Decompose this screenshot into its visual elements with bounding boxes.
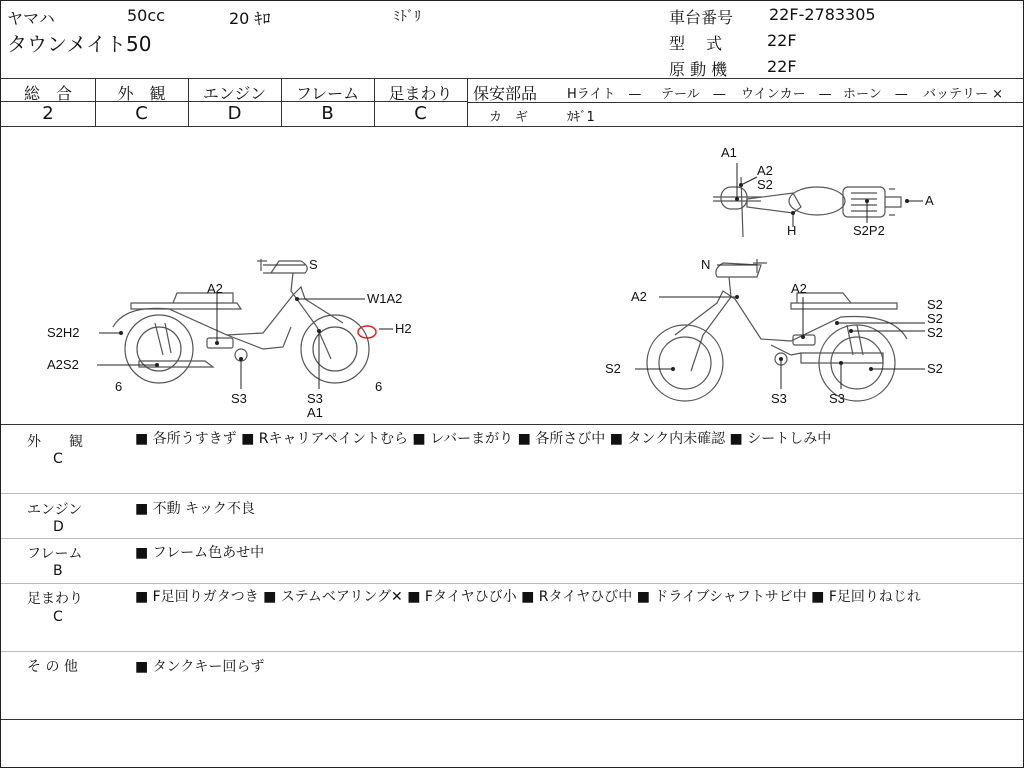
grade-appearance-value: C [135, 103, 148, 124]
remark-appearance-grade: C [53, 451, 63, 467]
divider [1, 583, 1023, 584]
safety-item-winker: ウインカー — [741, 87, 832, 102]
remark-other-label: そ の 他 [27, 659, 78, 675]
divider [1, 719, 1023, 720]
remark-suspension-grade: C [53, 609, 63, 625]
safety-item-headlight: Hライト — [567, 87, 642, 102]
left-label-s3-a: S3 [231, 391, 247, 406]
key-value: ｶｷﾞ1 [567, 110, 595, 125]
grade-overall-value: 2 [42, 103, 54, 124]
remark-suspension-text: ■ F足回りガタつき ■ ステムベアリング✕ ■ Fタイヤひび小 ■ Rタイヤひび中 ■ ドライブシャフトサビ中 ■ F足回りねじれ [135, 589, 921, 605]
left-label-s: S [309, 257, 318, 272]
grade-frame-value: B [321, 103, 334, 124]
remark-other-text: ■ タンクキー回らず [135, 659, 265, 675]
remark-suspension-label: 足まわり [27, 591, 83, 607]
type-value: 22F [767, 31, 797, 50]
model-name: タウンメイト50 [7, 32, 152, 56]
right-label-s3-b: S3 [829, 391, 845, 406]
remark-frame-label: フレーム [27, 546, 83, 562]
safety-item-tail: テール — [661, 87, 726, 102]
right-label-s3-a: S3 [771, 391, 787, 406]
frame-no: 22F-2783305 [769, 5, 876, 24]
remark-frame-grade: B [53, 563, 63, 579]
left-label-a2s2: A2S2 [47, 357, 79, 372]
remark-engine-text: ■ 不動 キック不良 [135, 501, 255, 517]
engine-value: 22F [767, 57, 797, 76]
divider [1, 78, 1023, 79]
grade-engine-label: エンジン [202, 84, 267, 103]
right-label-s2-c: S2 [605, 361, 621, 376]
right-label-a2-front: A2 [631, 289, 647, 304]
right-label-a2-rear: A2 [791, 281, 807, 296]
grade-frame-label: フレーム [295, 84, 360, 103]
divider [1, 424, 1023, 425]
top-label-a: A [925, 193, 934, 208]
grade-suspension-value: C [414, 103, 427, 124]
maker: ヤマハ [7, 9, 55, 28]
right-label-s2-e: S2 [927, 297, 943, 312]
grade-suspension-label: 足まわり [388, 84, 453, 103]
remark-frame-text: ■ フレーム色あせ中 [135, 545, 265, 561]
divider [1, 651, 1023, 652]
left-label-a1: A1 [307, 405, 323, 420]
grade-engine-value: D [227, 103, 242, 124]
safety-item-horn: ホーン — [843, 87, 908, 102]
left-label-a2: A2 [207, 281, 223, 296]
displacement: 50cc [127, 6, 165, 25]
top-label-h: H [787, 223, 797, 238]
divider [1, 538, 1023, 539]
left-label-6-rear: 6 [375, 379, 383, 394]
top-label-s2: S2 [757, 177, 773, 192]
right-label-s2-d: S2 [927, 361, 943, 376]
type-label: 型 式 [669, 34, 723, 53]
left-label-h2: H2 [395, 321, 412, 336]
left-label-6-front: 6 [115, 379, 123, 394]
engine-label: 原 動 機 [669, 60, 728, 79]
left-label-s2h2: S2H2 [47, 325, 80, 340]
frame-no-label: 車台番号 [669, 8, 734, 27]
remark-appearance-text: ■ 各所うすきず ■ Rキャリアペイントむら ■ レバーまがり ■ 各所さび中 ■ タンク内未確認 ■ シートしみ中 [135, 431, 832, 447]
safety-item-battery: バッテリー × [923, 87, 1004, 102]
right-side-scooter [647, 259, 907, 401]
remark-appearance-label: 外 観 [27, 434, 83, 450]
damage-diagram [1, 127, 1023, 423]
right-label-s2-b: S2 [927, 325, 943, 340]
top-label-a1: A1 [721, 145, 737, 160]
safety-label: 保安部品 [473, 84, 538, 103]
color: ﾐﾄﾞﾘ [393, 9, 421, 25]
grade-appearance-label: 外 観 [117, 84, 166, 103]
right-label-n: N [701, 257, 711, 272]
key-label: カ ギ [489, 110, 529, 125]
remark-engine-label: エンジン [27, 502, 83, 518]
top-label-a2: A2 [757, 163, 773, 178]
remark-engine-grade: D [53, 519, 64, 535]
right-label-s2-a: S2 [927, 311, 943, 326]
distance: 20 ｷﾛ [229, 9, 271, 28]
left-label-s3-b: S3 [307, 391, 323, 406]
left-label-w1a2: W1A2 [367, 291, 403, 306]
top-label-s2p2: S2P2 [853, 223, 885, 238]
divider [1, 493, 1023, 494]
grade-overall-label: 総 合 [23, 84, 72, 103]
